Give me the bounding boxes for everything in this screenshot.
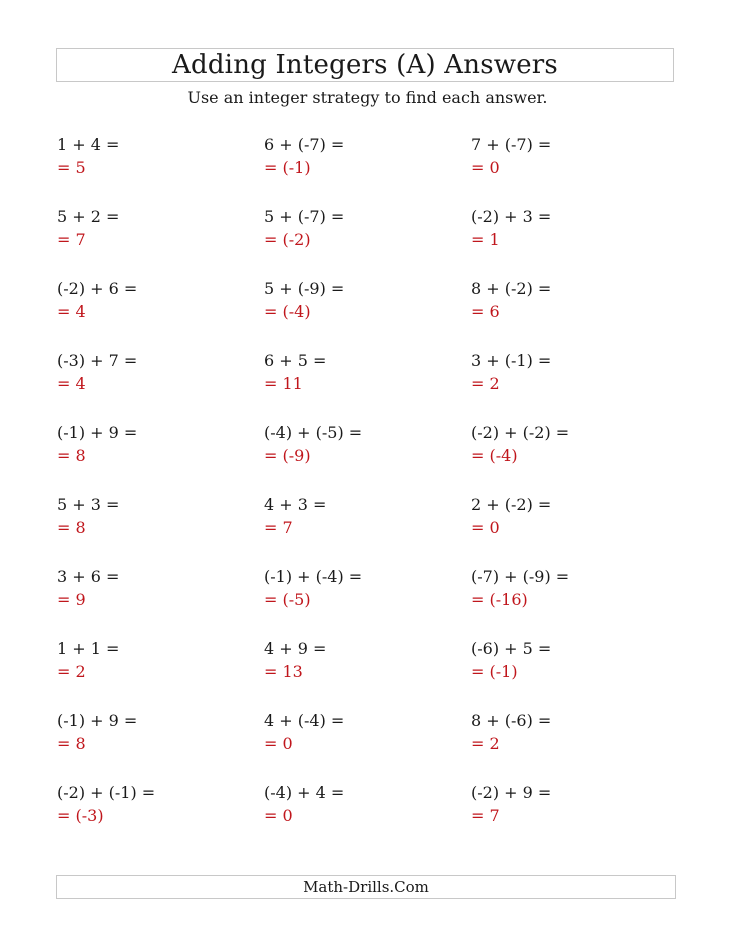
problem-answer: = 6 xyxy=(471,302,500,321)
problem-item xyxy=(471,638,617,710)
problem-answer: = 2 xyxy=(57,662,86,681)
problem-answer: = (-4) xyxy=(264,302,311,321)
problem-item xyxy=(264,278,471,350)
problem-answer: = (-2) xyxy=(264,230,311,249)
problem-question: (-2) + (-2) = xyxy=(471,423,570,442)
problem-question: 5 + (-7) = xyxy=(264,207,345,226)
problem-item xyxy=(57,134,264,206)
problem-question: 4 + 3 = xyxy=(264,495,327,514)
problem-question: (-6) + 5 = xyxy=(471,639,552,658)
problem-answer: = (-16) xyxy=(471,590,528,609)
problem-item xyxy=(471,134,617,206)
problem-answer: = 1 xyxy=(471,230,500,249)
problem-question: (-2) + 6 = xyxy=(57,279,138,298)
problem-answer: = 2 xyxy=(471,734,500,753)
problem-answer: = 0 xyxy=(264,734,293,753)
problem-item xyxy=(57,782,264,854)
problem-item xyxy=(57,350,264,422)
problem-question: 4 + (-4) = xyxy=(264,711,345,730)
problem-item xyxy=(57,494,264,566)
problem-question: 1 + 1 = xyxy=(57,639,120,658)
problem-answer: = 8 xyxy=(57,734,86,753)
problem-grid xyxy=(57,134,617,854)
problem-answer: = (-1) xyxy=(264,158,311,177)
problem-item xyxy=(264,638,471,710)
problem-item xyxy=(471,278,617,350)
footer-text: Math-Drills.Com xyxy=(303,878,429,896)
problem-question: 8 + (-2) = xyxy=(471,279,552,298)
problem-question: (-1) + 9 = xyxy=(57,711,138,730)
problem-question: 1 + 4 = xyxy=(57,135,120,154)
problem-question: 5 + (-9) = xyxy=(264,279,345,298)
problem-answer: = 5 xyxy=(57,158,86,177)
problem-answer: = 7 xyxy=(264,518,293,537)
problem-question: 8 + (-6) = xyxy=(471,711,552,730)
problem-answer: = (-3) xyxy=(57,806,104,825)
problem-item xyxy=(471,350,617,422)
problem-answer: = (-1) xyxy=(471,662,518,681)
problem-item xyxy=(471,206,617,278)
problem-item xyxy=(264,566,471,638)
problem-item xyxy=(471,422,617,494)
problem-item xyxy=(57,566,264,638)
problem-answer: = 8 xyxy=(57,518,86,537)
problem-question: 4 + 9 = xyxy=(264,639,327,658)
problem-answer: = 11 xyxy=(264,374,303,393)
problem-item xyxy=(264,710,471,782)
page-title: Adding Integers (A) Answers xyxy=(172,50,558,80)
problem-item xyxy=(471,710,617,782)
problem-item xyxy=(264,350,471,422)
problem-item xyxy=(264,782,471,854)
problem-question: (-4) + (-5) = xyxy=(264,423,363,442)
problem-question: (-3) + 7 = xyxy=(57,351,138,370)
problem-answer: = 4 xyxy=(57,302,86,321)
problem-question: (-1) + (-4) = xyxy=(264,567,363,586)
problem-item xyxy=(471,782,617,854)
problem-answer: = 0 xyxy=(264,806,293,825)
problem-answer: = (-4) xyxy=(471,446,518,465)
problem-answer: = 2 xyxy=(471,374,500,393)
problem-answer: = (-9) xyxy=(264,446,311,465)
problem-question: (-2) + (-1) = xyxy=(57,783,156,802)
problem-question: 5 + 2 = xyxy=(57,207,120,226)
problem-question: 5 + 3 = xyxy=(57,495,120,514)
problem-question: 3 + (-1) = xyxy=(471,351,552,370)
problem-item xyxy=(57,422,264,494)
problem-item xyxy=(264,206,471,278)
problem-answer: = 9 xyxy=(57,590,86,609)
problem-item xyxy=(264,134,471,206)
problem-item xyxy=(57,278,264,350)
problem-item xyxy=(57,206,264,278)
problem-answer: = 4 xyxy=(57,374,86,393)
footer-box xyxy=(56,875,676,899)
problem-question: 7 + (-7) = xyxy=(471,135,552,154)
problem-item xyxy=(57,710,264,782)
title-box xyxy=(56,48,674,82)
problem-question: (-7) + (-9) = xyxy=(471,567,570,586)
problem-answer: = 13 xyxy=(264,662,303,681)
problem-answer: = 7 xyxy=(471,806,500,825)
problem-answer: = 7 xyxy=(57,230,86,249)
problem-question: 6 + 5 = xyxy=(264,351,327,370)
problem-item xyxy=(264,494,471,566)
problem-question: 3 + 6 = xyxy=(57,567,120,586)
problem-answer: = 0 xyxy=(471,158,500,177)
problem-item xyxy=(57,638,264,710)
instructions: Use an integer strategy to find each answer. xyxy=(187,88,548,107)
problem-item xyxy=(264,422,471,494)
problem-answer: = (-5) xyxy=(264,590,311,609)
problem-question: (-2) + 9 = xyxy=(471,783,552,802)
problem-item xyxy=(471,494,617,566)
problem-question: (-1) + 9 = xyxy=(57,423,138,442)
problem-question: 2 + (-2) = xyxy=(471,495,552,514)
problem-answer: = 8 xyxy=(57,446,86,465)
problem-question: (-2) + 3 = xyxy=(471,207,552,226)
problem-question: 6 + (-7) = xyxy=(264,135,345,154)
problem-item xyxy=(471,566,617,638)
problem-answer: = 0 xyxy=(471,518,500,537)
problem-question: (-4) + 4 = xyxy=(264,783,345,802)
